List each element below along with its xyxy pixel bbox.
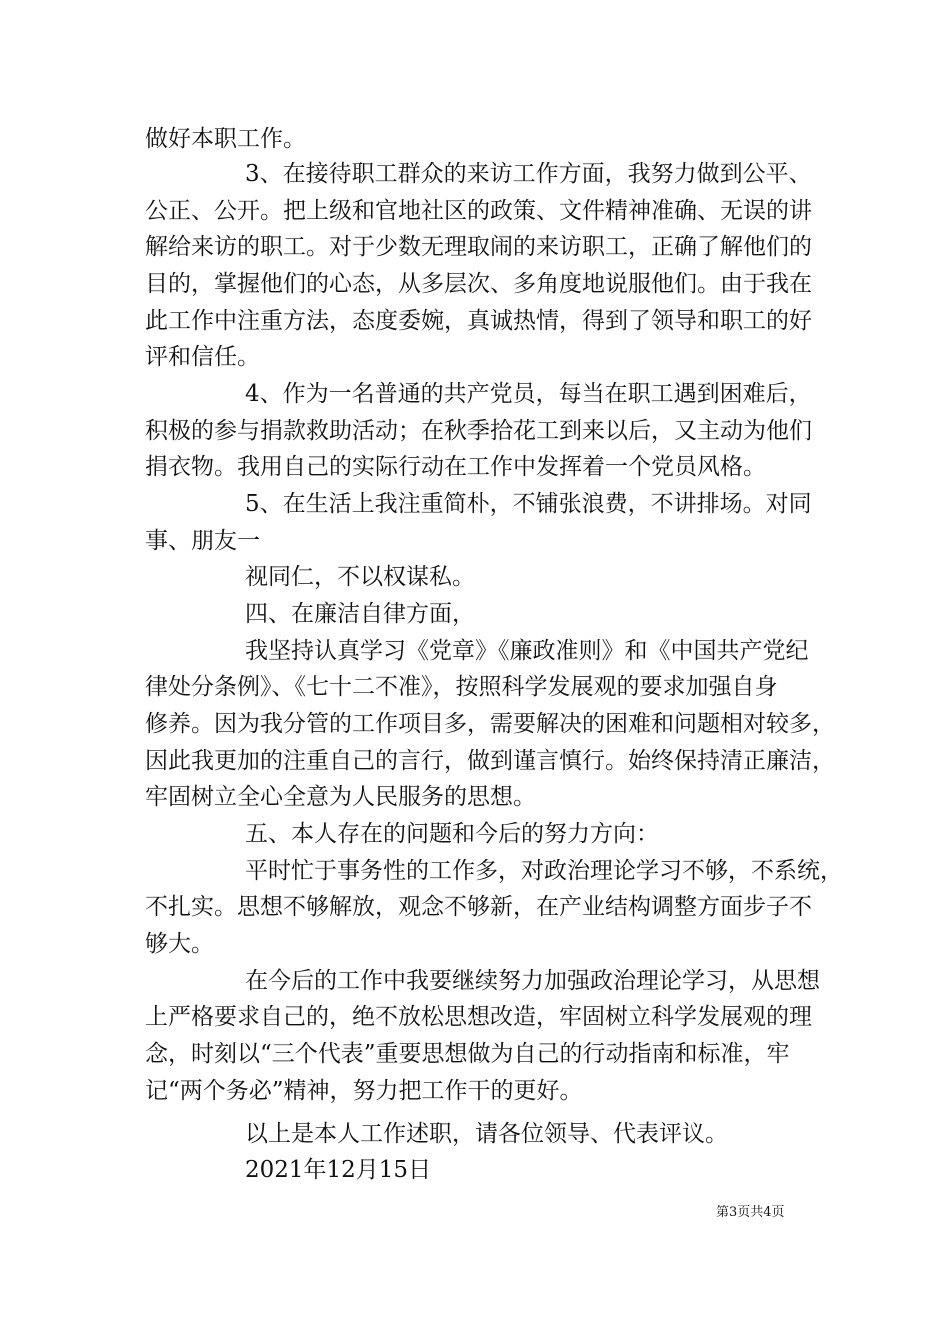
text-line: 五、本人存在的问题和今后的努力方向： xyxy=(245,821,659,847)
text-line: 上严格要求自己的，绝不放松思想改造，牢固树立科学发展观的理 xyxy=(145,1004,812,1030)
text-line: 目的，掌握他们的心态，从多层次、多角度地说服他们。由于我在 xyxy=(145,271,812,297)
text-line: 在今后的工作中我要继续努力加强政治理论学习，从思想 xyxy=(245,968,820,994)
text-line: 我坚持认真学习《党章》《廉政准则》和《中国共产党纪 xyxy=(245,638,809,664)
text-line: 四、在廉洁自律方面， xyxy=(245,601,475,627)
text-line: 5、在生活上我注重简朴，不铺张浪费，不讲排场。对同 xyxy=(245,491,812,517)
text-line: 捐衣物。我用自己的实际行动在工作中发挥着一个党员风格。 xyxy=(145,454,766,480)
text-line: 不扎实。思想不够解放，观念不够新，在产业结构调整方面步子不 xyxy=(145,894,812,920)
text-line: 3、在接待职工群众的来访工作方面，我努力做到公平、 xyxy=(245,161,812,187)
text-line: 视同仁，不以权谋私。 xyxy=(245,564,475,590)
text-line: 记“两个务必”精神，努力把工作干的更好。 xyxy=(145,1078,583,1104)
text-line: 此工作中注重方法，态度委婉，真诚热情，得到了领导和职工的好 xyxy=(145,308,812,334)
text-line: 念，时刻以“三个代表”重要思想做为自己的行动指南和标准，牢 xyxy=(145,1041,790,1067)
text-line: 平时忙于事务性的工作多，对政治理论学习不够，不系统， xyxy=(245,858,843,884)
text-line: 4、作为一名普通的共产党员，每当在职工遇到困难后， xyxy=(245,381,812,407)
text-line: 律处分条例》、《七十二不准》，按照科学发展观的要求加强自身 xyxy=(145,674,778,700)
text-line: 修养。因为我分管的工作项目多，需要解决的困难和问题相对较多， xyxy=(145,711,835,737)
text-line: 公正、公开。把上级和官地社区的政策、文件精神准确、无误的讲 xyxy=(145,198,812,224)
text-line: 评和信任。 xyxy=(145,344,260,370)
text-line: 以上是本人工作述职，请各位领导、代表评议。 xyxy=(245,1121,728,1147)
text-line: 做好本职工作。 xyxy=(145,126,306,152)
text-line: 积极的参与捐款救助活动；在秋季拾花工到来以后，又主动为他们 xyxy=(145,418,812,444)
page-number: 第3页共4页 xyxy=(716,1205,785,1220)
text-line: 够大。 xyxy=(145,931,214,957)
date-line: 2021年12月15日 xyxy=(245,1157,432,1183)
text-line: 解给来访的职工。对于少数无理取闹的来访职工，正确了解他们的 xyxy=(145,234,812,260)
text-line: 牢固树立全心全意为人民服务的思想。 xyxy=(145,784,536,810)
text-line: 因此我更加的注重自己的言行，做到谨言慎行。始终保持清正廉洁， xyxy=(145,748,835,774)
text-line: 事、朋友一 xyxy=(145,528,260,554)
